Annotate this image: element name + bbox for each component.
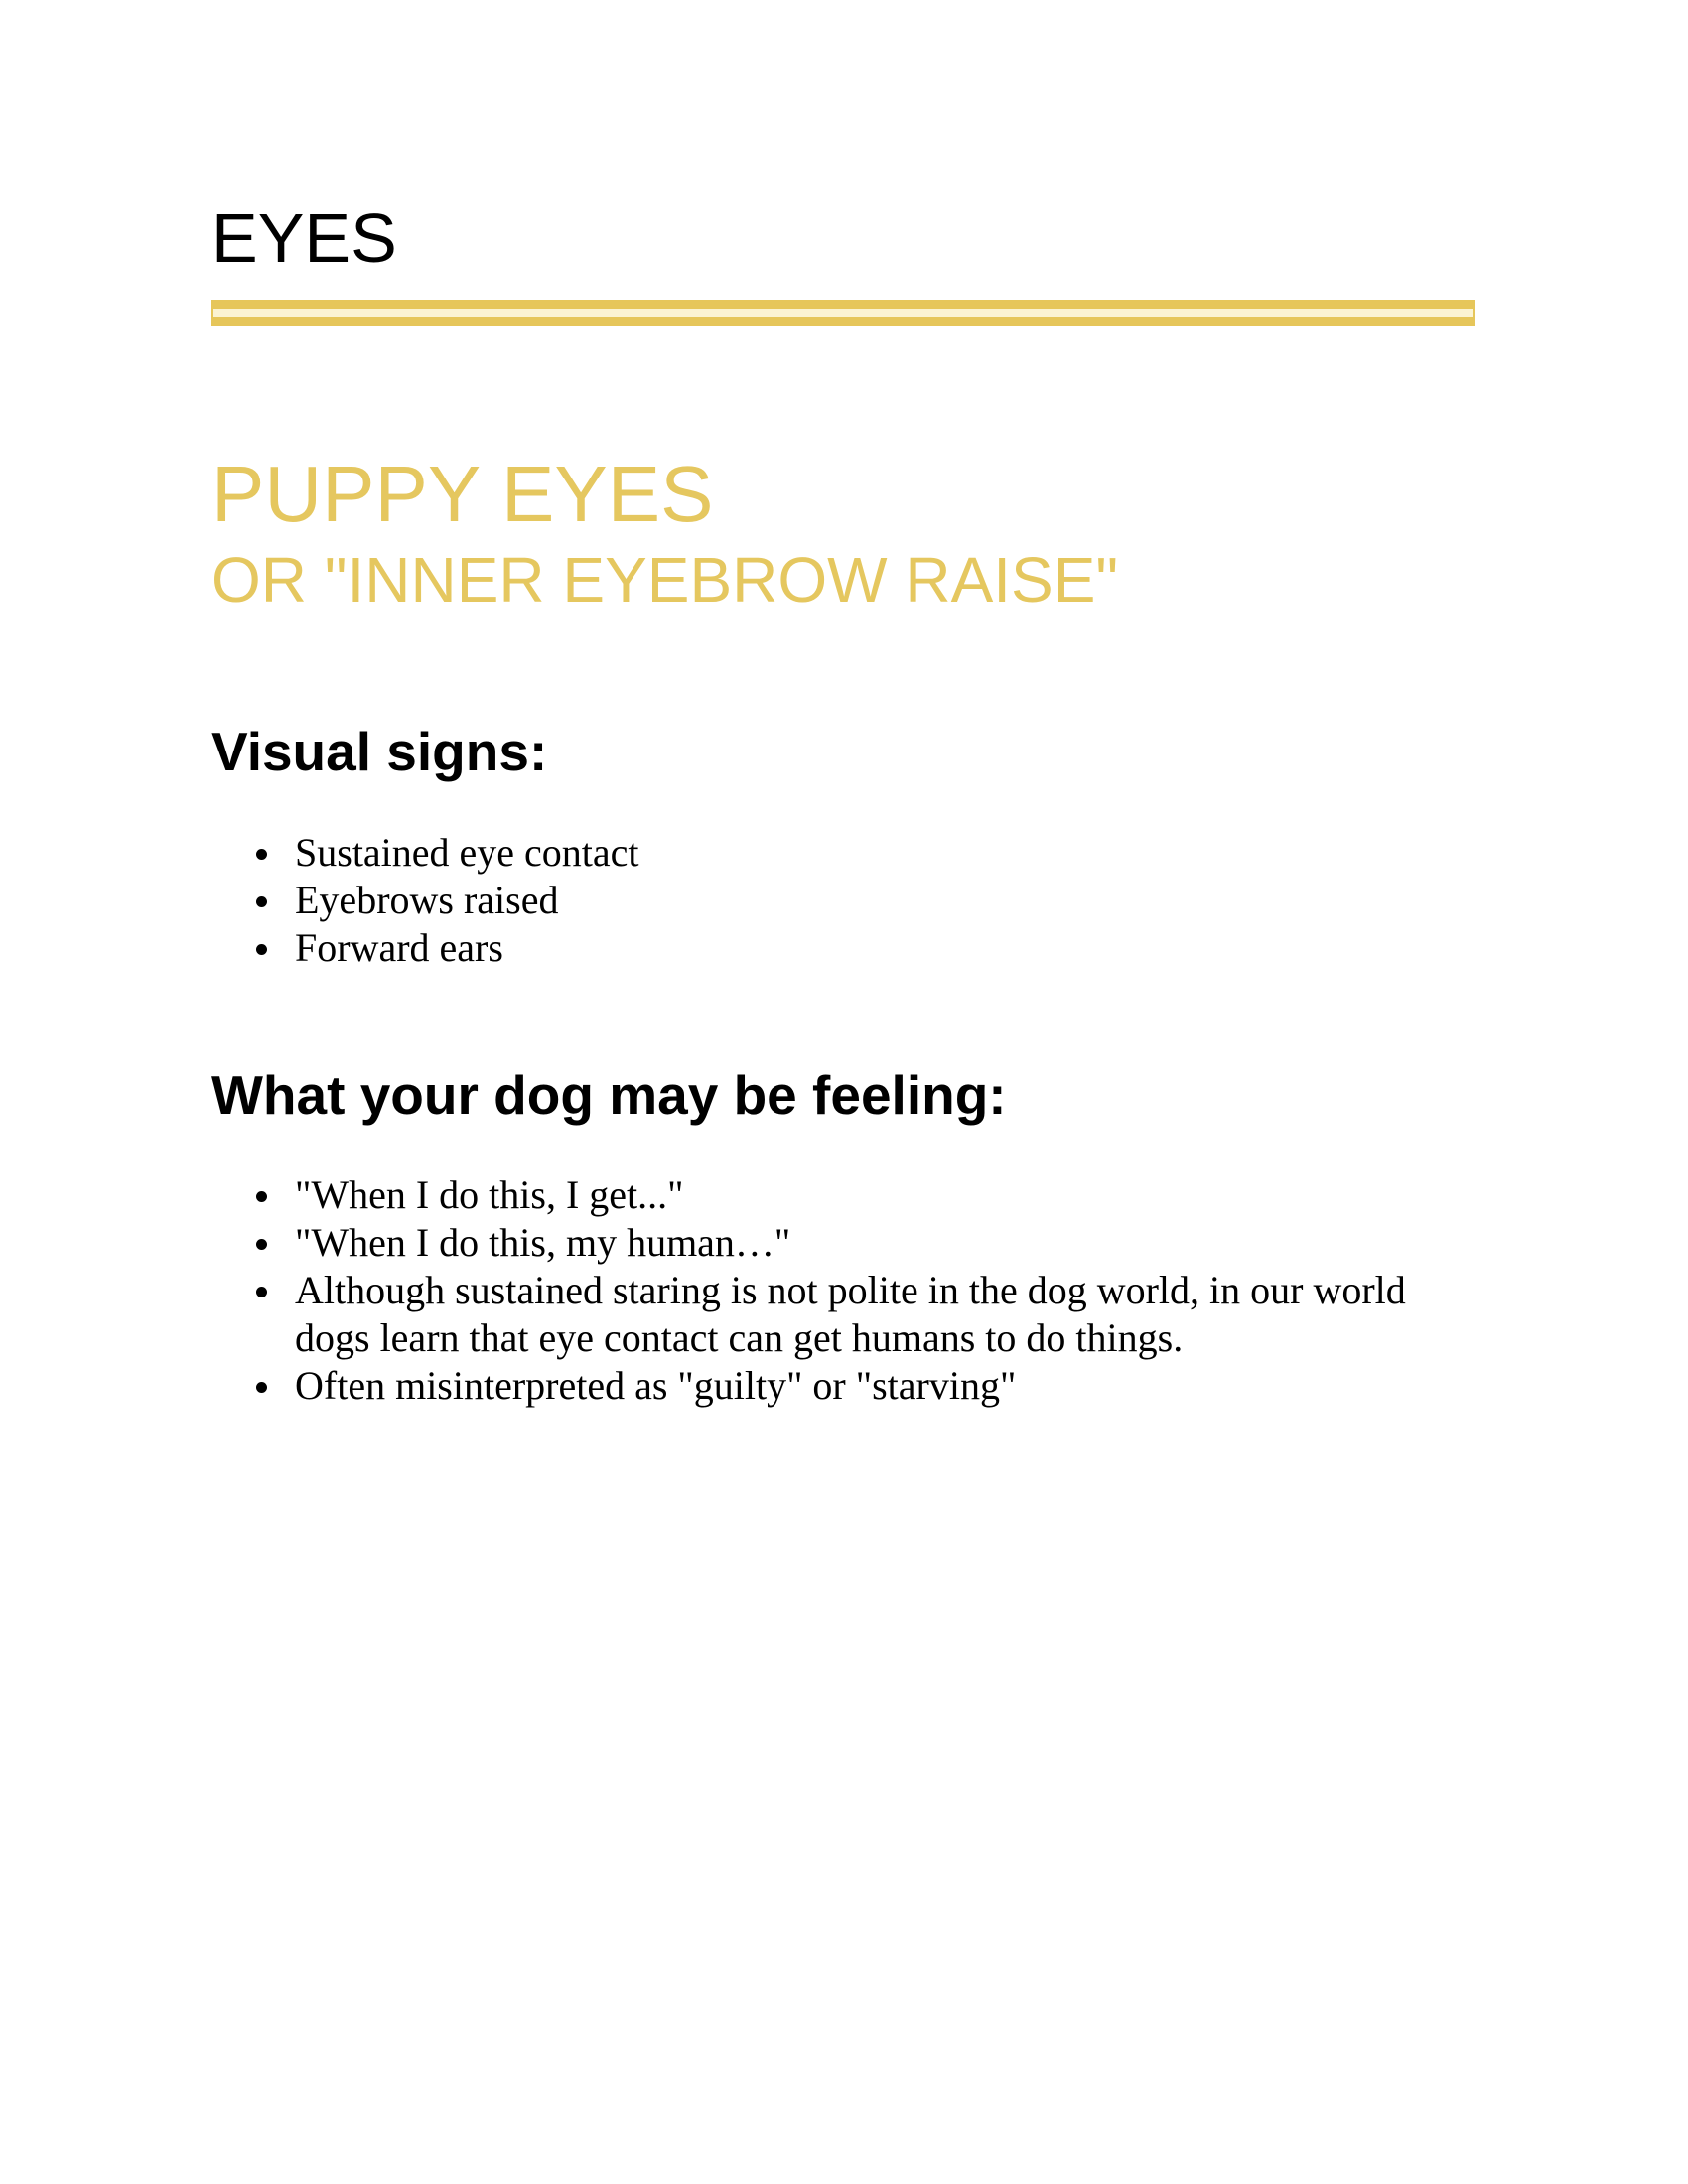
list-item-text: "When I do this, my human…": [295, 1220, 791, 1265]
list-item-text: Sustained eye contact: [295, 830, 639, 875]
list-item: [0, 829, 1467, 877]
bullet-icon: [256, 1287, 267, 1297]
topic-subtitle: OR "INNER EYEBROW RAISE": [211, 544, 1119, 615]
list-item-text: Often misinterpreted as "guilty" or "starving": [295, 1363, 1017, 1408]
visual-signs-heading: Visual signs:: [211, 721, 548, 782]
list-item-text: Forward ears: [295, 925, 503, 970]
bullet-icon: [256, 1191, 267, 1202]
list-item-text: "When I do this, I get...": [295, 1172, 684, 1217]
bullet-icon: [256, 1239, 267, 1250]
section-title: EYES: [211, 200, 397, 277]
list-item: [0, 1362, 1467, 1410]
list-item-text: Although sustained staring is not polite in the dog world, in our world dogs learn that eye contact can get humans to do things.: [295, 1268, 1406, 1360]
title-divider: [211, 300, 1475, 326]
list-item-text: Eyebrows raised: [295, 878, 559, 922]
bullet-icon: [256, 849, 267, 860]
feeling-list: [0, 1171, 1688, 1410]
list-item: [0, 1219, 1467, 1267]
list-item: [0, 877, 1467, 924]
feeling-heading: What your dog may be feeling:: [211, 1064, 1007, 1126]
visual-signs-list: [0, 829, 1688, 972]
list-item: [0, 924, 1467, 972]
list-item: [0, 1267, 1467, 1362]
bullet-icon: [256, 944, 267, 955]
topic-title: PUPPY EYES: [211, 450, 714, 538]
bullet-icon: [256, 1382, 267, 1393]
bullet-icon: [256, 896, 267, 907]
list-item: [0, 1171, 1467, 1219]
